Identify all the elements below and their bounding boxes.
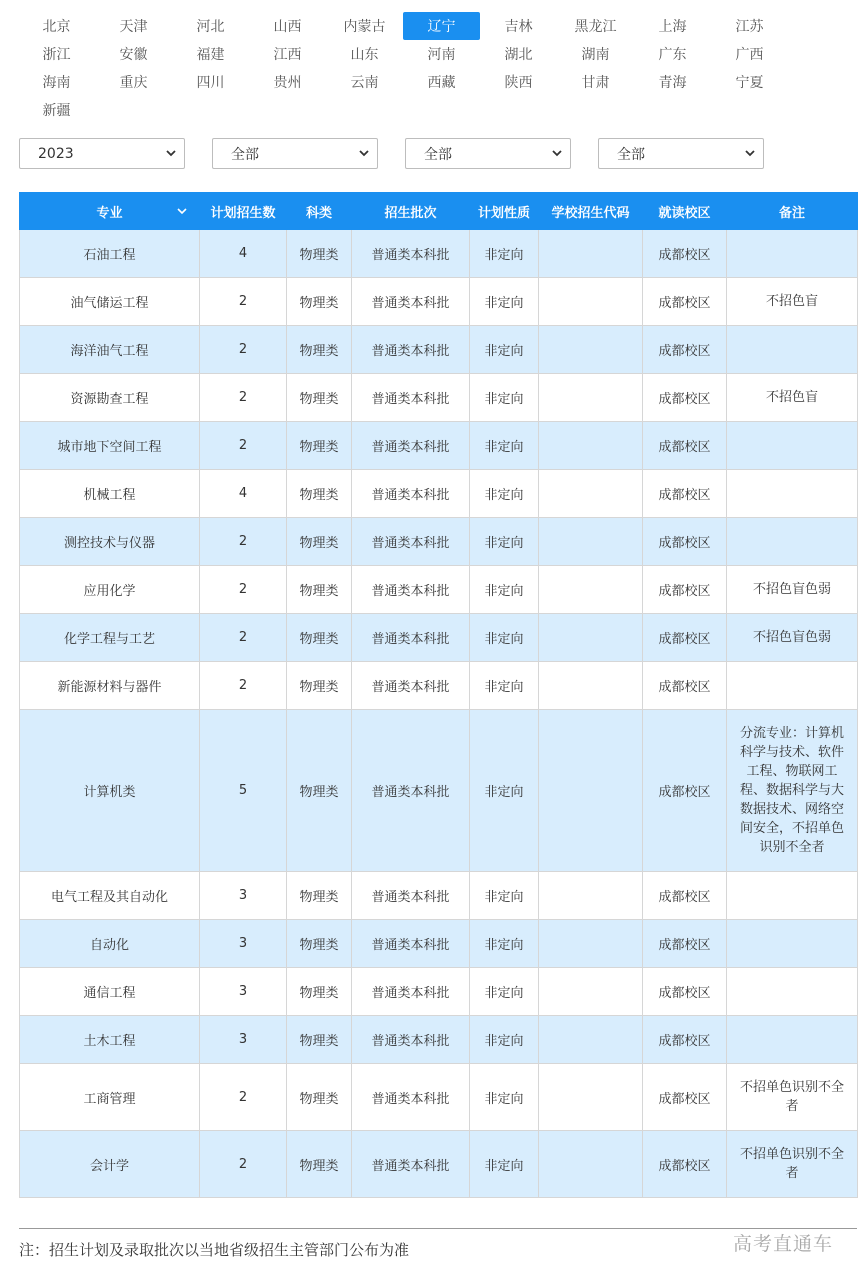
province-tab[interactable]: 西藏 [427, 75, 456, 91]
table-row [20, 470, 858, 518]
cell-category: 物理类 [287, 326, 352, 374]
cell-major: 油气储运工程 [20, 278, 200, 326]
cell-count: 2 [200, 278, 287, 326]
cell-batch: 普通类本科批 [352, 326, 470, 374]
header-category: 科类 [287, 193, 352, 230]
cell-code [539, 968, 643, 1016]
province-tab[interactable]: 甘肃 [581, 75, 610, 91]
cell-count: 3 [200, 1016, 287, 1064]
cell-code [539, 1016, 643, 1064]
cell-major: 资源勘查工程 [20, 374, 200, 422]
province-tab[interactable]: 青海 [658, 75, 687, 91]
header-campus: 就读校区 [643, 193, 727, 230]
cell-nature: 非定向 [470, 566, 539, 614]
chevron-down-icon[interactable] [175, 204, 189, 218]
province-tab[interactable]: 辽宁 [403, 12, 480, 40]
cell-batch: 普通类本科批 [352, 470, 470, 518]
cell-count: 3 [200, 872, 287, 920]
table-row [20, 1016, 858, 1064]
cell-note: 不招单色识别不全者 [727, 1131, 858, 1198]
filter-select-2-value: 全部 [231, 146, 259, 163]
cell-code [539, 710, 643, 872]
cell-count: 2 [200, 518, 287, 566]
filter-select-2[interactable] [212, 138, 378, 169]
cell-count: 2 [200, 374, 287, 422]
cell-campus: 成都校区 [643, 1064, 727, 1131]
cell-nature: 非定向 [470, 662, 539, 710]
filter-select-4-value: 全部 [617, 146, 645, 163]
cell-note [727, 968, 858, 1016]
cell-note [727, 422, 858, 470]
cell-count: 5 [200, 710, 287, 872]
cell-campus: 成都校区 [643, 470, 727, 518]
cell-campus: 成都校区 [643, 422, 727, 470]
cell-count: 4 [200, 230, 287, 278]
province-tab[interactable]: 内蒙古 [343, 19, 386, 35]
table-row [20, 518, 858, 566]
province-tab[interactable]: 河南 [427, 47, 456, 63]
cell-nature: 非定向 [470, 872, 539, 920]
cell-category: 物理类 [287, 614, 352, 662]
cell-batch: 普通类本科批 [352, 374, 470, 422]
province-tab[interactable]: 山西 [273, 19, 302, 35]
cell-campus: 成都校区 [643, 230, 727, 278]
cell-note [727, 470, 858, 518]
cell-campus: 成都校区 [643, 518, 727, 566]
cell-code [539, 566, 643, 614]
cell-nature: 非定向 [470, 518, 539, 566]
province-tab[interactable]: 湖南 [581, 47, 610, 63]
cell-nature: 非定向 [470, 920, 539, 968]
watermark: 高考直通车 [732, 1233, 833, 1255]
cell-note: 不招单色识别不全者 [727, 1064, 858, 1131]
cell-major: 会计学 [20, 1131, 200, 1198]
cell-batch: 普通类本科批 [352, 1131, 470, 1198]
header-major[interactable]: 专业 [20, 193, 200, 230]
cell-note: 不招色盲 [727, 278, 858, 326]
cell-category: 物理类 [287, 872, 352, 920]
table-row [20, 230, 858, 278]
cell-campus: 成都校区 [643, 872, 727, 920]
cell-count: 3 [200, 920, 287, 968]
cell-major: 应用化学 [20, 566, 200, 614]
cell-batch: 普通类本科批 [352, 1016, 470, 1064]
cell-campus: 成都校区 [643, 662, 727, 710]
province-tab[interactable]: 海南 [42, 75, 71, 91]
header-batch: 招生批次 [352, 193, 470, 230]
province-tab[interactable]: 吉林 [504, 19, 533, 35]
table-row [20, 968, 858, 1016]
province-tab[interactable]: 江西 [273, 47, 302, 63]
footer-note: 注：招生计划及录取批次以当地省级招生主管部门公布为准 [19, 1241, 410, 1259]
enrollment-plan-table [19, 192, 858, 1198]
cell-campus: 成都校区 [643, 374, 727, 422]
footer-divider [19, 1228, 857, 1229]
cell-code [539, 230, 643, 278]
cell-count: 2 [200, 566, 287, 614]
table-row [20, 872, 858, 920]
header-note: 备注 [727, 193, 858, 230]
filter-bar [19, 138, 779, 170]
province-tab[interactable]: 福建 [196, 47, 225, 63]
cell-major: 新能源材料与器件 [20, 662, 200, 710]
table-row [20, 710, 858, 872]
cell-campus: 成都校区 [643, 1016, 727, 1064]
table-row [20, 374, 858, 422]
cell-count: 2 [200, 614, 287, 662]
cell-note [727, 920, 858, 968]
cell-nature: 非定向 [470, 470, 539, 518]
cell-nature: 非定向 [470, 422, 539, 470]
header-plan-count: 计划招生数 [200, 193, 287, 230]
cell-note: 不招色盲色弱 [727, 614, 858, 662]
cell-note: 分流专业：计算机科学与技术、软件工程、物联网工程、数据科学与大数据技术、网络空间安全，不招单色识别不全者 [727, 710, 858, 872]
table-row [20, 1131, 858, 1198]
table-row [20, 422, 858, 470]
cell-note: 不招色盲 [727, 374, 858, 422]
province-tab[interactable]: 广东 [658, 47, 687, 63]
header-plan-nature: 计划性质 [470, 193, 539, 230]
cell-major: 工商管理 [20, 1064, 200, 1131]
cell-major: 电气工程及其自动化 [20, 872, 200, 920]
cell-note: 不招色盲色弱 [727, 566, 858, 614]
cell-note [727, 518, 858, 566]
cell-batch: 普通类本科批 [352, 1064, 470, 1131]
table-row [20, 614, 858, 662]
cell-major: 化学工程与工艺 [20, 614, 200, 662]
cell-major: 自动化 [20, 920, 200, 968]
cell-nature: 非定向 [470, 374, 539, 422]
cell-count: 2 [200, 422, 287, 470]
cell-major: 计算机类 [20, 710, 200, 872]
filter-select-3-value: 全部 [424, 146, 452, 163]
province-tab[interactable]: 江苏 [735, 19, 764, 35]
cell-campus: 成都校区 [643, 968, 727, 1016]
province-tab[interactable]: 北京 [42, 19, 71, 35]
cell-code [539, 470, 643, 518]
cell-campus: 成都校区 [643, 710, 727, 872]
cell-campus: 成都校区 [643, 278, 727, 326]
cell-category: 物理类 [287, 518, 352, 566]
cell-category: 物理类 [287, 1064, 352, 1131]
cell-category: 物理类 [287, 422, 352, 470]
filter-select-3[interactable] [405, 138, 571, 169]
cell-major: 测控技术与仪器 [20, 518, 200, 566]
cell-batch: 普通类本科批 [352, 968, 470, 1016]
cell-note [727, 662, 858, 710]
cell-code [539, 872, 643, 920]
cell-count: 2 [200, 1064, 287, 1131]
province-tab[interactable]: 贵州 [273, 75, 302, 91]
chevron-down-icon [357, 146, 371, 160]
cell-nature: 非定向 [470, 1131, 539, 1198]
cell-batch: 普通类本科批 [352, 518, 470, 566]
year-select-value: 2023 [38, 145, 74, 162]
cell-category: 物理类 [287, 968, 352, 1016]
cell-batch: 普通类本科批 [352, 710, 470, 872]
cell-code [539, 1131, 643, 1198]
cell-nature: 非定向 [470, 278, 539, 326]
cell-batch: 普通类本科批 [352, 278, 470, 326]
cell-batch: 普通类本科批 [352, 230, 470, 278]
cell-count: 2 [200, 326, 287, 374]
cell-nature: 非定向 [470, 326, 539, 374]
chevron-down-icon [164, 146, 178, 160]
chevron-down-icon [743, 146, 757, 160]
table-header-row [20, 193, 858, 230]
table-row [20, 278, 858, 326]
cell-code [539, 614, 643, 662]
cell-code [539, 374, 643, 422]
cell-note [727, 230, 858, 278]
province-tab[interactable]: 四川 [196, 75, 225, 91]
province-tab[interactable]: 广西 [735, 47, 764, 63]
year-select[interactable] [19, 138, 185, 169]
cell-nature: 非定向 [470, 710, 539, 872]
province-tab[interactable]: 重庆 [119, 75, 148, 91]
cell-category: 物理类 [287, 374, 352, 422]
table-row [20, 920, 858, 968]
cell-major: 海洋油气工程 [20, 326, 200, 374]
cell-campus: 成都校区 [643, 326, 727, 374]
cell-count: 4 [200, 470, 287, 518]
table-row [20, 1064, 858, 1131]
chevron-down-icon [550, 146, 564, 160]
cell-category: 物理类 [287, 710, 352, 872]
table-row [20, 662, 858, 710]
cell-nature: 非定向 [470, 968, 539, 1016]
cell-campus: 成都校区 [643, 614, 727, 662]
cell-category: 物理类 [287, 1016, 352, 1064]
province-tab[interactable]: 黑龙江 [574, 19, 617, 35]
province-selector [18, 12, 788, 124]
cell-major: 机械工程 [20, 470, 200, 518]
province-tab[interactable]: 新疆 [42, 103, 71, 119]
table-row [20, 326, 858, 374]
cell-code [539, 920, 643, 968]
cell-category: 物理类 [287, 662, 352, 710]
cell-batch: 普通类本科批 [352, 566, 470, 614]
cell-major: 通信工程 [20, 968, 200, 1016]
province-tab[interactable]: 天津 [119, 19, 148, 35]
cell-code [539, 518, 643, 566]
cell-nature: 非定向 [470, 1016, 539, 1064]
cell-major: 土木工程 [20, 1016, 200, 1064]
province-tab[interactable]: 河北 [196, 19, 225, 35]
cell-category: 物理类 [287, 920, 352, 968]
province-tab[interactable]: 云南 [350, 75, 379, 91]
cell-category: 物理类 [287, 1131, 352, 1198]
cell-note [727, 1016, 858, 1064]
cell-note [727, 326, 858, 374]
cell-batch: 普通类本科批 [352, 422, 470, 470]
cell-code [539, 278, 643, 326]
province-tab[interactable]: 山东 [350, 47, 379, 63]
cell-category: 物理类 [287, 230, 352, 278]
province-tab[interactable]: 湖北 [504, 47, 533, 63]
cell-campus: 成都校区 [643, 566, 727, 614]
cell-batch: 普通类本科批 [352, 872, 470, 920]
cell-count: 2 [200, 1131, 287, 1198]
cell-category: 物理类 [287, 278, 352, 326]
cell-category: 物理类 [287, 470, 352, 518]
cell-count: 2 [200, 662, 287, 710]
province-tab[interactable]: 宁夏 [735, 75, 764, 91]
table-row [20, 566, 858, 614]
cell-major: 城市地下空间工程 [20, 422, 200, 470]
header-school-code: 学校招生代码 [539, 193, 643, 230]
cell-nature: 非定向 [470, 614, 539, 662]
cell-nature: 非定向 [470, 1064, 539, 1131]
cell-batch: 普通类本科批 [352, 614, 470, 662]
province-tab[interactable]: 浙江 [42, 47, 71, 63]
filter-select-4[interactable] [598, 138, 764, 169]
province-tab[interactable]: 上海 [658, 19, 687, 35]
cell-category: 物理类 [287, 566, 352, 614]
cell-note [727, 872, 858, 920]
cell-batch: 普通类本科批 [352, 662, 470, 710]
cell-code [539, 422, 643, 470]
cell-batch: 普通类本科批 [352, 920, 470, 968]
province-tab[interactable]: 安徽 [119, 47, 148, 63]
cell-count: 3 [200, 968, 287, 1016]
cell-campus: 成都校区 [643, 1131, 727, 1198]
cell-major: 石油工程 [20, 230, 200, 278]
province-tab[interactable]: 陕西 [504, 75, 533, 91]
cell-code [539, 1064, 643, 1131]
cell-code [539, 662, 643, 710]
cell-campus: 成都校区 [643, 920, 727, 968]
cell-code [539, 326, 643, 374]
cell-nature: 非定向 [470, 230, 539, 278]
